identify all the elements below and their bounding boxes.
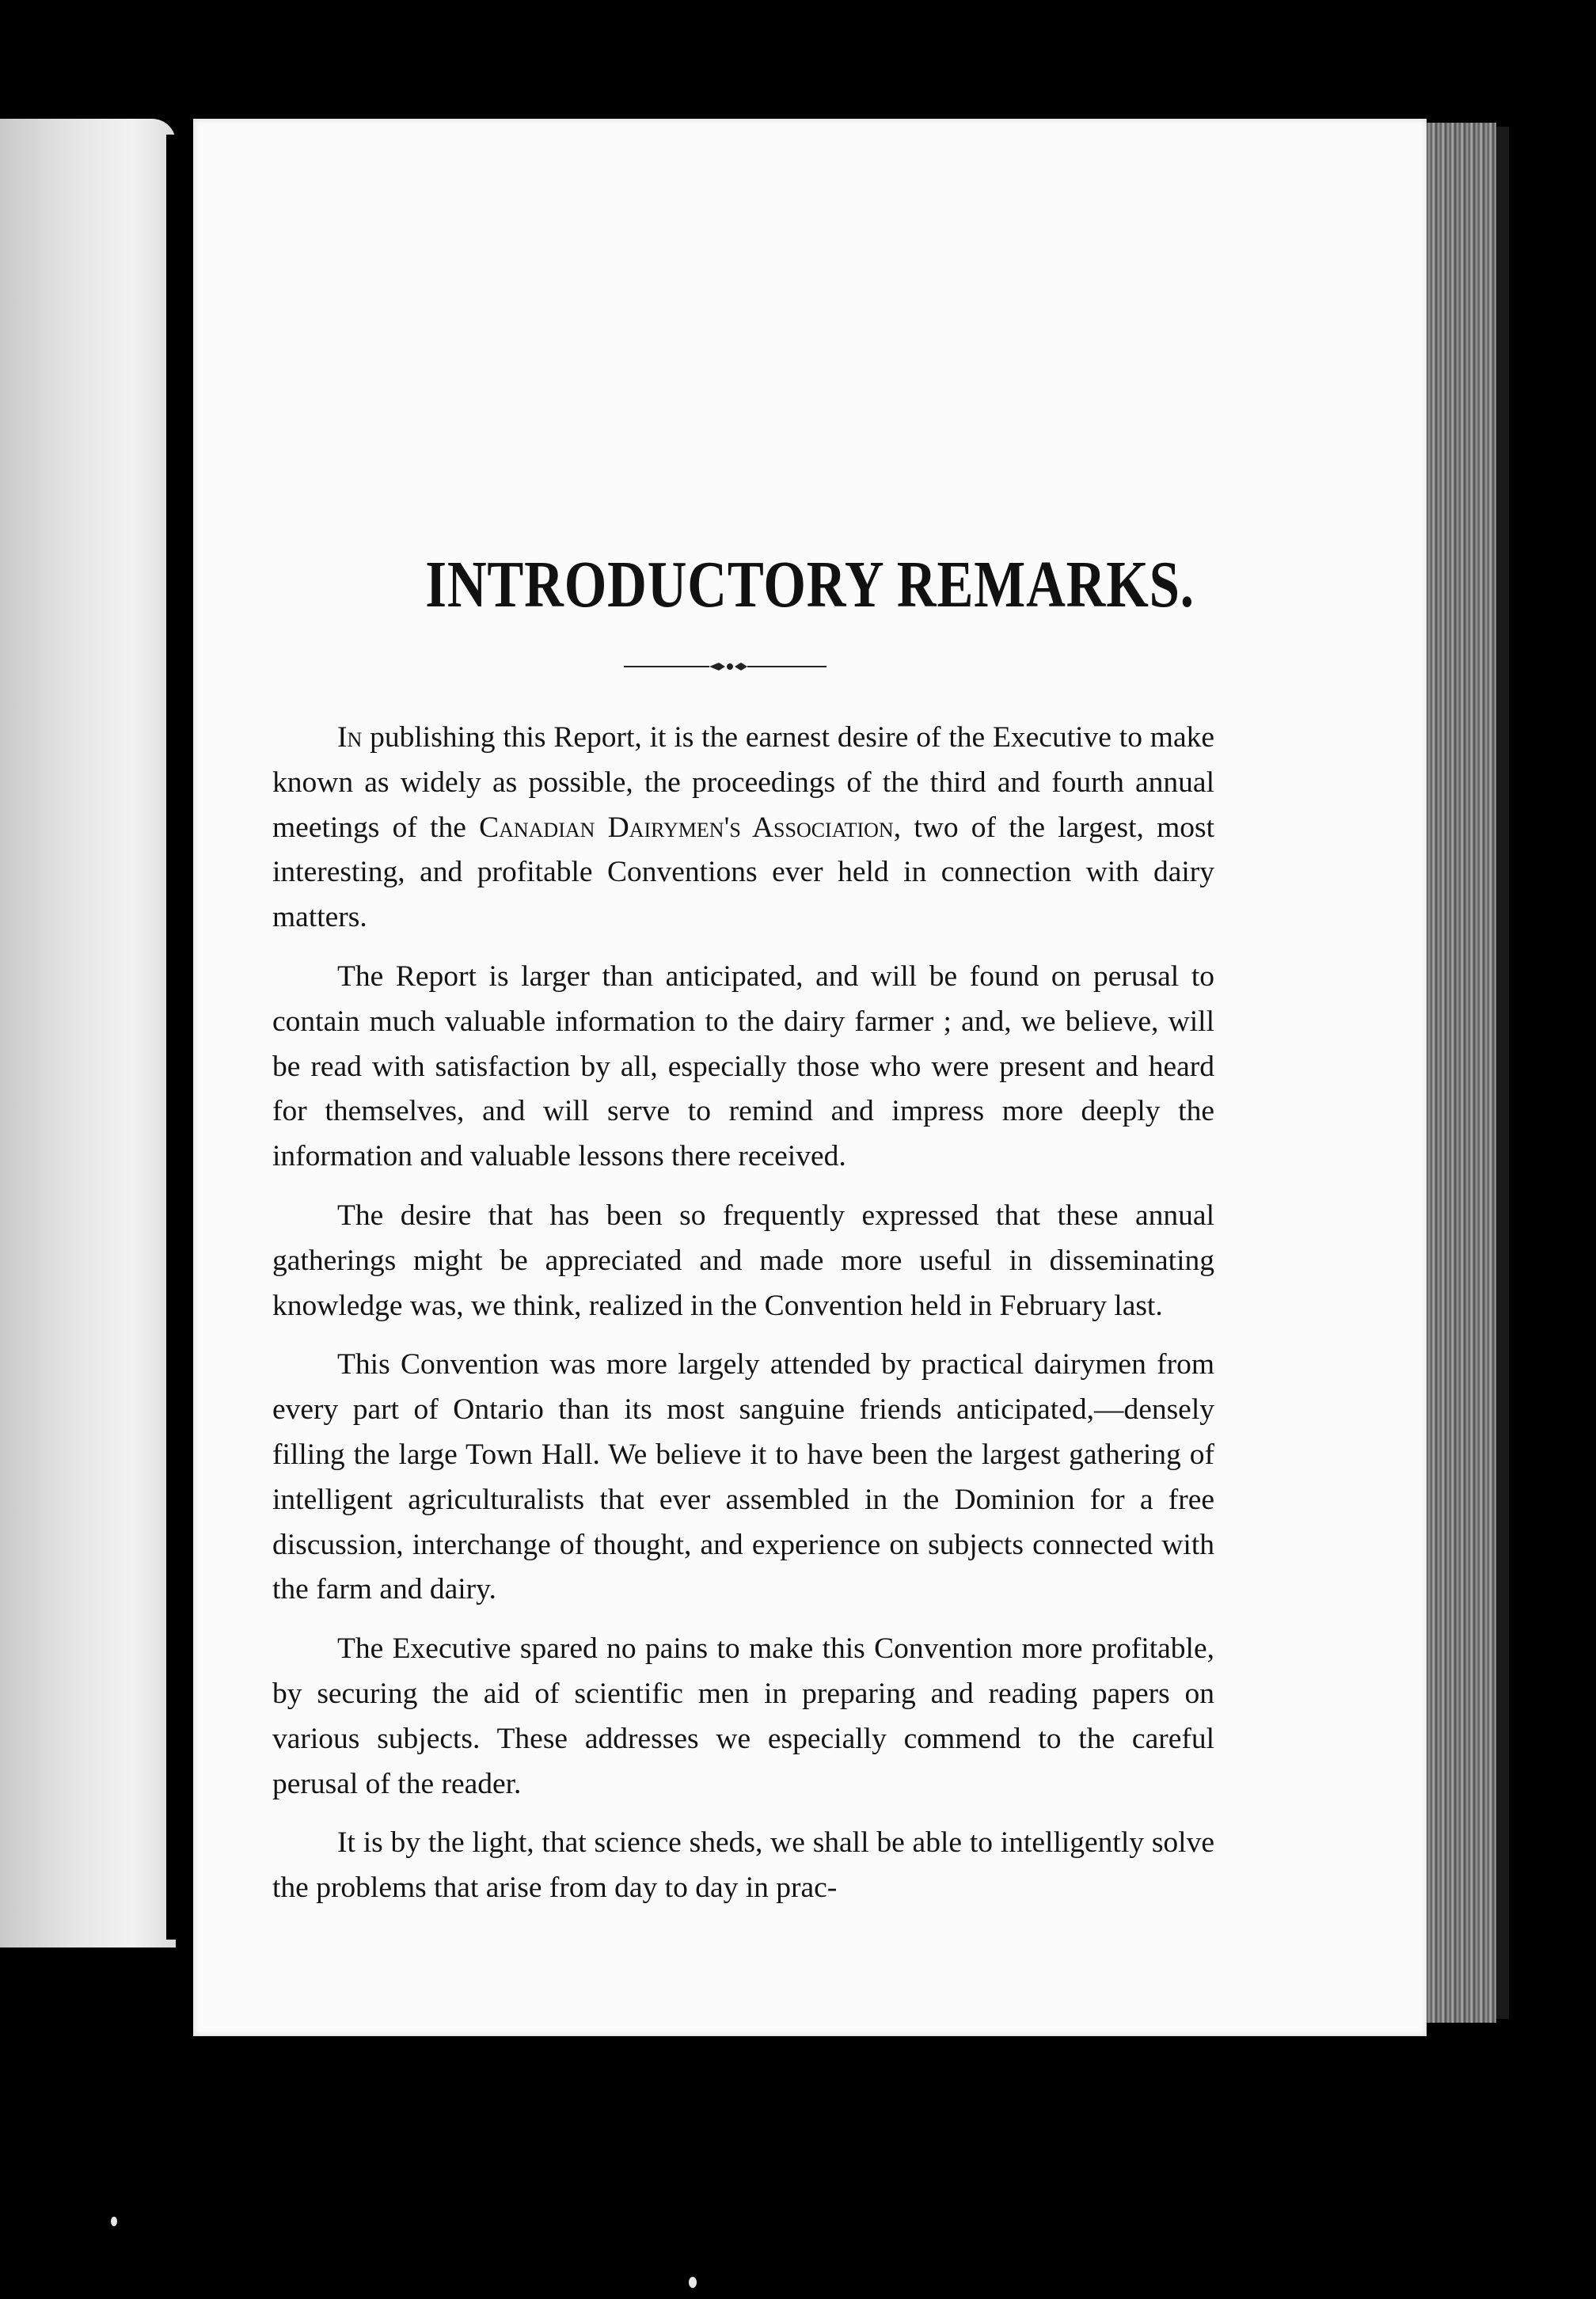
page-edges [1427,123,1496,2023]
paragraph-1-text: publishing this Report, it is the earnest desire of the Executive to make known as widely as possible, the proceedings of the third and fourth annual meetings of the [272,721,1214,844]
association-name: Canadian Dairymen's Association, [479,811,902,844]
paragraph-1 [272,716,1214,940]
facing-page [0,119,176,1948]
page-title: INTRODUCTORY REMARKS. [425,548,1195,621]
title-ornament-divider [622,659,828,674]
book-cover-edge [1496,127,1509,2019]
paragraph-5: The Executive spared no pains to make this Convention more profitable, by securing the aid of scientific men in preparing and reading papers on various subjects. These addresses we especially commend to the careful perusal of the reader. [272,1632,1214,1800]
body-text [272,716,1214,1925]
paragraph-6: It is by the light, that science sheds, we shall be able to intelligently solve the problems that arise from day to day in prac- [272,1826,1214,1905]
speck [689,2277,697,2288]
paragraph-4: This Convention was more largely attended by practical dairymen from every part of Ontario than its most sanguine friends anticipated,—densely filling the large Town Hall. We believe it to have been the largest gathering of intelligent agriculturalists that ever assembled in the Dominion for a free discussion, interchange of thought, and experience on subjects connected with the farm and dairy. [272,1348,1214,1606]
paragraph-1-tail: two of the largest, most interesting, and profitable Conventions ever held in connection with dairy matters. [272,811,1215,934]
paragraph-3: The desire that has been so frequently expressed that these annual gatherings might be appreciated and made more useful in disseminating knowledge was, we think, realized in the Convention held in February last. [272,1199,1214,1322]
speck [111,2217,117,2226]
lead-word: In [337,721,363,754]
paragraph-2: The Report is larger than anticipated, and will be found on perusal to contain much valuable information to the dairy farmer ; and, we believe, will be read with satisfaction by all, especially those who were present and heard for themselves, and will serve to remind and impress more deeply the information and valuable lessons there received. [272,960,1214,1173]
binding-gutter [166,135,190,1940]
